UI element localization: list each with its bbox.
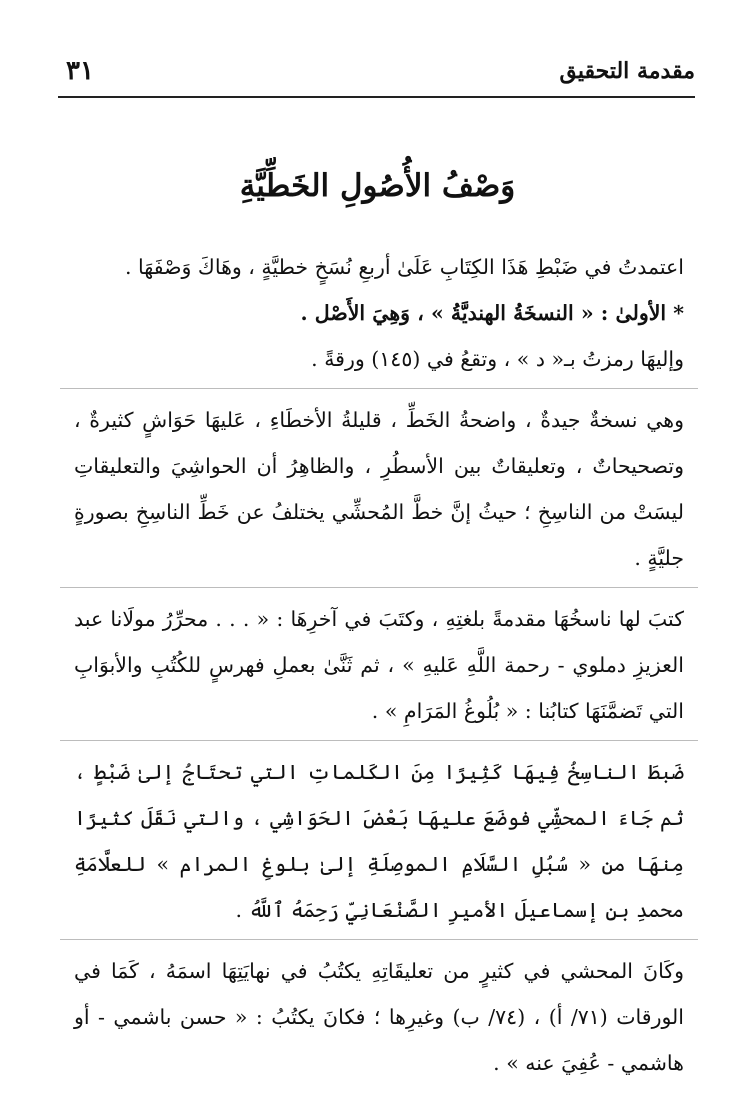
page-number: ٣١	[66, 56, 94, 86]
section-title: وَصْفُ الأُصُولِ الخَطِّيَّةِ	[239, 168, 516, 204]
bullet-mark: *	[673, 301, 684, 325]
running-header	[58, 52, 695, 96]
header-rule	[58, 96, 695, 98]
first-copy-label: الأولىٰ : « النسخَةُ الهنديَّةُ » ، وَهِيَ الأَصْل .	[300, 301, 667, 325]
separator-line	[60, 388, 698, 389]
paragraph-annotator-name: وكَانَ المحشي في كثيرٍ من تعليقَاتِهِ يكتُبُ في نهايَتِهَا اسمَهُ ، كَمَا في الورقات (٧١/ أ) ، (٧٤/ ب) وغيرِها ؛ فكانَ يكتُبُ : « حسن باشمي - أو هاشمي - عُفِيَ عنه » .	[74, 959, 684, 1075]
paragraph-annotations: ضَبطَ الناسِخُ فِيهَا كَثِيرًا مِنَ الكَلماتِ التي تحتَاجُ إلىٰ ضَبْطٍ ، ثم جَاءَ المحشِّي فوضَعَ عليهَا بَعْضَ الحَوَاشِي ، والتي نَقَلَ كثيرًا مِنهَا من « سُبُلِ السَّلَامِ الموصِلَةِ إلىٰ بلوغِ المرام » للعلَّامَةِ محمدِ بنِ إسماعيلَ الأميرِ الصَّنْعَانِيِّ رَحِمَهُ ٱللَّهُ .	[74, 760, 684, 922]
paragraph-introduction: كتبَ لها ناسخُهَا مقدمةً بلغتِهِ ، وكتَبَ في آخرِهَا : « . . . محرِّرُ مولَانا عبد العزيزِ دملوي - رحمة اللَّهِ عَليهِ » ، ثم ثَنَّىٰ بعملِ فهرسٍ للكُتُبِ والأبوَابِ التي تَضمَّنَهَا كتابُنا : « بُلُوغُ المَرَامِ » .	[74, 607, 684, 723]
header-title: مقدمة التحقيق	[559, 58, 695, 84]
separator-line	[60, 939, 698, 940]
section-body	[74, 244, 684, 1086]
paragraph-intro: اعتمدتُ في ضَبْطِ هَذَا الكِتَابِ عَلَىٰ أربعِ نُسَخٍ خطيَّةٍ ، وهَاكَ وَصْفَهَا .	[125, 255, 684, 279]
paragraph-description: وهي نسخةٌ جيدةٌ ، واضحةُ الخَطِّ ، قليلةُ الأخطَاءِ ، عَليهَا حَوَاشٍ كثيرةٌ ، وتصحيحاتٌ ، وتعليقاتٌ بين الأسطُرِ ، والظاهِرُ أن الحواشِيَ والتعليقاتِ ليسَتْ من الناسِخِ ؛ حيثُ إنَّ خطَّ المُحشِّي يختلفُ عن خَطِّ الناسِخِ بصورةٍ جليَّةٍ .	[74, 408, 684, 570]
separator-line	[60, 587, 698, 588]
separator-line	[60, 740, 698, 741]
paragraph-symbol: وإليهَا رمزتُ بـ« د » ، وتقعُ في (١٤٥) ورقةً .	[311, 347, 684, 371]
paragraph-first-copy	[74, 290, 684, 336]
